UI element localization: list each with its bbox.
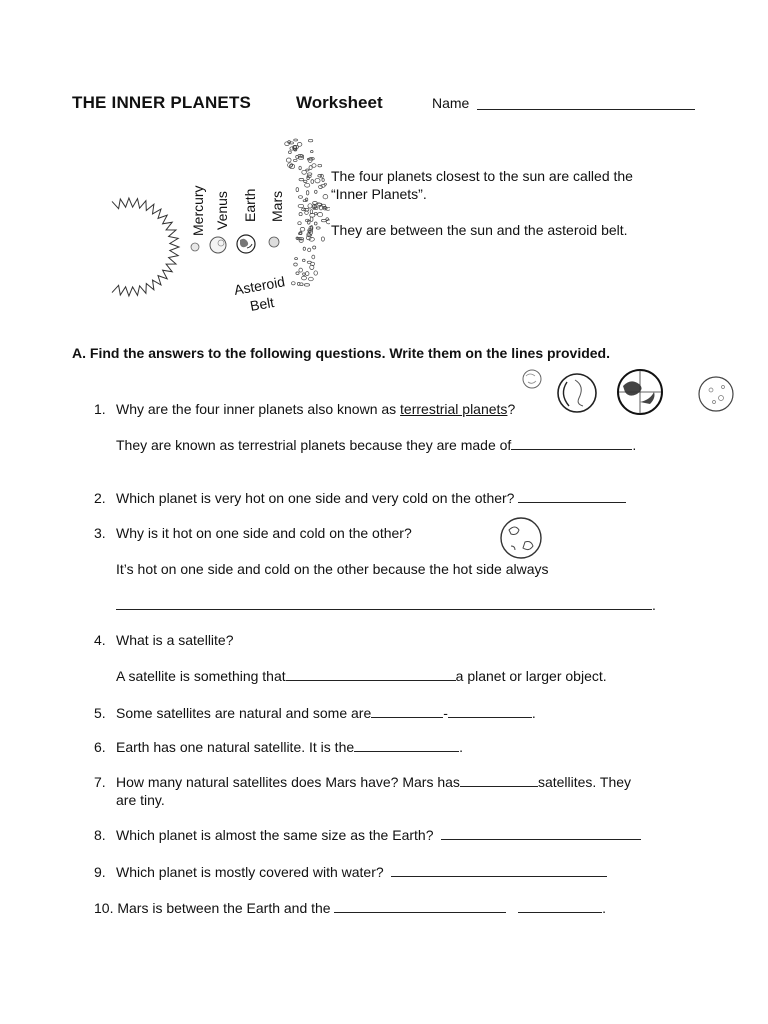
q9-question: Which planet is mostly covered with water?	[116, 863, 607, 881]
q4-number: 4.	[94, 632, 106, 648]
cratered-planet-icon	[699, 377, 733, 411]
q4-question: What is a satellite?	[116, 632, 234, 648]
section-a-heading: A. Find the answers to the following questions. Write them on the lines provided.	[72, 345, 611, 361]
label-venus: Venus	[214, 191, 230, 230]
label-mars: Mars	[269, 190, 285, 222]
q4-blank[interactable]	[286, 667, 456, 681]
q2-blank[interactable]	[518, 489, 626, 503]
q1-question: Why are the four inner planets also known as terrestrial planets?	[116, 401, 516, 417]
label-mercury: Mercury	[190, 185, 206, 236]
q6-blank[interactable]	[354, 738, 459, 752]
intro-line-3: They are between the sun and the asteroid belt.	[331, 222, 628, 238]
q6-number: 6.	[94, 739, 106, 755]
q8-question: Which planet is almost the same size as the Earth?	[116, 826, 641, 844]
inner-planets-diagram	[85, 130, 330, 320]
intro-line-1: The four planets closest to the sun are called the	[331, 168, 633, 184]
q6-question: Earth has one natural satellite. It is the .	[116, 739, 464, 755]
q5-blank-1[interactable]	[371, 704, 443, 718]
q8-blank[interactable]	[441, 826, 641, 840]
mercury-planet-icon	[191, 243, 199, 251]
terrestrial-planets-term: terrestrial planets	[400, 401, 508, 417]
worksheet-title: THE INNER PLANETS	[72, 93, 252, 112]
q3-number: 3.	[94, 525, 106, 541]
q2-question: Which planet is very hot on one side and very cold on the other?	[116, 489, 626, 507]
worksheet-subtitle: Worksheet	[296, 93, 383, 112]
q10-number: 10.	[94, 900, 114, 916]
name-answer-line[interactable]	[477, 109, 695, 110]
small-planet-icon	[523, 370, 541, 388]
label-asteroid: Asteroid	[232, 273, 287, 298]
q1-answer-line: They are known as terrestrial planets because they are made of .	[116, 437, 637, 453]
q3-answer-line: .	[116, 596, 656, 614]
q5-number: 5.	[94, 705, 106, 721]
mercury-illustration-icon	[497, 514, 545, 562]
q7-number: 7.	[94, 774, 106, 790]
q3-question: Why is it hot on one side and cold on the other?	[116, 525, 412, 541]
q2-number: 2.	[94, 490, 106, 506]
q3-blank[interactable]	[116, 596, 652, 610]
q10-blank-2[interactable]	[518, 899, 602, 913]
mars-planet-icon	[269, 237, 279, 247]
planet-illustrations	[515, 362, 755, 422]
q10-question: 10. Mars is between the Earth and the .	[94, 900, 607, 916]
q4-answer-line: A satellite is something that a planet or larger object.	[116, 668, 607, 684]
q1-number: 1.	[94, 401, 106, 417]
q1-blank[interactable]	[511, 436, 632, 450]
q3-answer-prefix: It’s hot on one side and cold on the other because the hot side always	[116, 561, 549, 577]
name-label: Name	[432, 95, 470, 111]
intro-line-2: “Inner Planets”.	[331, 186, 427, 202]
q8-number: 8.	[94, 827, 106, 843]
sun-illustration	[112, 198, 179, 296]
q5-question: Some satellites are natural and some are - .	[116, 705, 536, 721]
q5-blank-2[interactable]	[448, 704, 532, 718]
asteroid-belt-illustration	[285, 139, 330, 286]
q7-question-line-2: are tiny.	[116, 792, 165, 808]
q7-blank[interactable]	[460, 773, 538, 787]
q10-blank-1[interactable]	[334, 899, 506, 913]
label-belt: Belt	[248, 294, 276, 314]
label-earth: Earth	[242, 188, 258, 222]
q9-number: 9.	[94, 864, 106, 880]
q7-question: How many natural satellites does Mars have? Mars has satellites. They	[116, 774, 632, 790]
q9-blank[interactable]	[391, 863, 607, 877]
